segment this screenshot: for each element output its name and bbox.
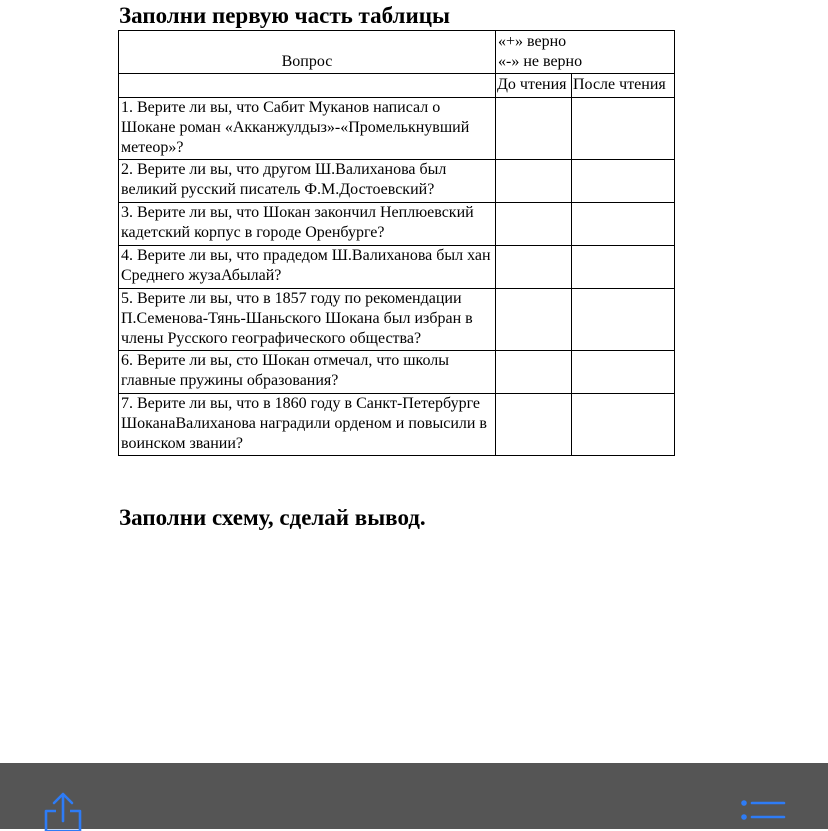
legend-cell (496, 31, 675, 74)
empty-subheader-cell (119, 74, 496, 98)
list-icon[interactable] (738, 799, 788, 829)
before-answer-cell[interactable] (496, 203, 572, 246)
table-row (119, 160, 675, 203)
share-icon[interactable] (42, 791, 84, 831)
question-cell: 4. Верите ли вы, что прадедом Ш.Валиханова был хан Среднего жузаАбылай? (119, 246, 496, 289)
quiz-table (118, 30, 675, 456)
question-cell: 2. Верите ли вы, что другом Ш.Валиханова был великий русский писатель Ф.М.Достоевский? (119, 160, 496, 203)
question-cell: 1. Верите ли вы, что Сабит Муканов написал о Шокане роман «Акканжулдыз»-«Промелькнувший метеор»? (119, 98, 496, 160)
before-answer-cell[interactable] (496, 98, 572, 160)
after-answer-cell[interactable] (572, 394, 675, 456)
question-column-header: Вопрос (119, 31, 496, 74)
after-answer-cell[interactable] (572, 289, 675, 351)
table-header-row (119, 31, 675, 74)
before-reading-header: До чтения (496, 74, 572, 98)
after-answer-cell[interactable] (572, 246, 675, 289)
after-answer-cell[interactable] (572, 351, 675, 394)
after-reading-header: После чтения (572, 74, 675, 98)
section-title: Заполни схему, сделай вывод. (119, 505, 426, 530)
question-cell: 5. Верите ли вы, что в 1857 году по рекомендации П.Семенова-Тянь-Шаньского Шокана был избран в члены Русского географического общества? (119, 289, 496, 351)
table-row (119, 351, 675, 394)
legend-false: «-» не верно (498, 53, 583, 70)
before-answer-cell[interactable] (496, 246, 572, 289)
legend-true: «+» верно (498, 33, 567, 50)
before-answer-cell[interactable] (496, 160, 572, 203)
after-answer-cell[interactable] (572, 203, 675, 246)
table-subheader-row (119, 74, 675, 98)
question-cell: 7. Верите ли вы, что в 1860 году в Санкт-Петербурге ШоканаВалиханова наградили орденом и повысили в воинском звании? (119, 394, 496, 456)
table-row (119, 203, 675, 246)
table-row (119, 394, 675, 456)
before-answer-cell[interactable] (496, 351, 572, 394)
before-answer-cell[interactable] (496, 394, 572, 456)
question-cell: 6. Верите ли вы, сто Шокан отмечал, что школы главные пружины образования? (119, 351, 496, 394)
table-row (119, 289, 675, 351)
table-row (119, 98, 675, 160)
after-answer-cell[interactable] (572, 98, 675, 160)
page-title: Заполни первую часть таблицы (119, 3, 450, 28)
table-row (119, 246, 675, 289)
before-answer-cell[interactable] (496, 289, 572, 351)
question-cell: 3. Верите ли вы, что Шокан закончил Неплюевский кадетский корпус в городе Оренбурге? (119, 203, 496, 246)
bottom-toolbar (0, 763, 828, 829)
after-answer-cell[interactable] (572, 160, 675, 203)
